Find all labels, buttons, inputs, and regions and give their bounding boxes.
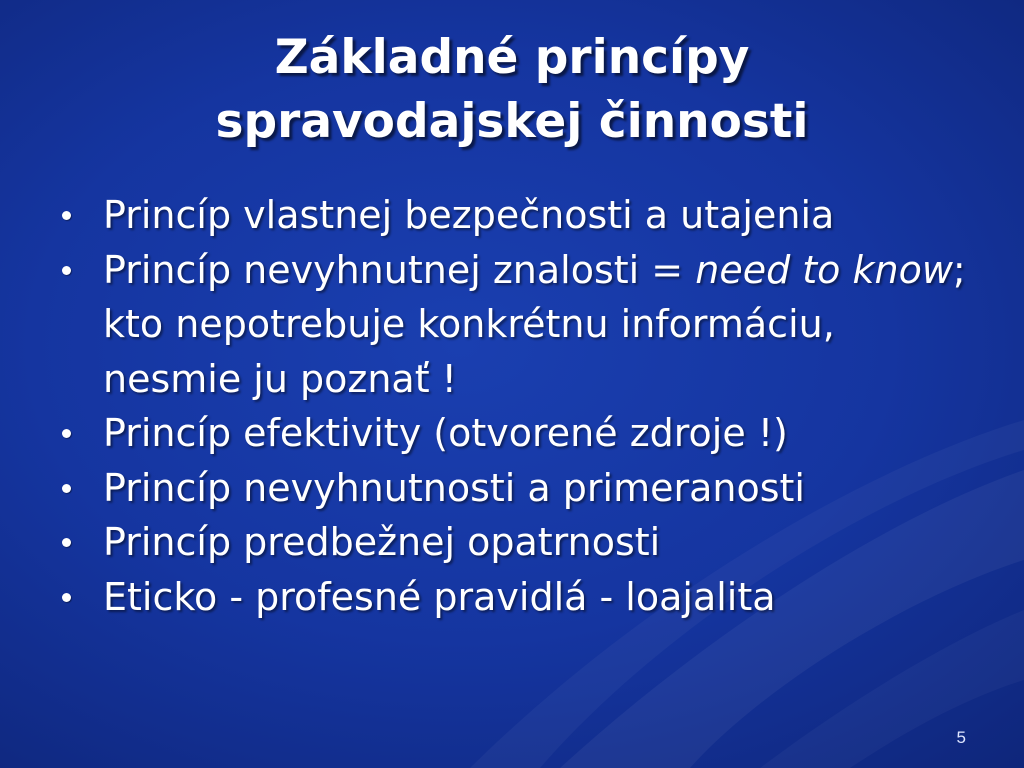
bullet-item — [58, 406, 978, 461]
bullet-text: Princíp vlastnej bezpečnosti a utajenia — [103, 193, 835, 237]
bullet-item — [58, 515, 978, 570]
bullet-dot-icon — [62, 538, 71, 547]
bullet-item — [58, 188, 978, 243]
bullet-dot-icon — [62, 429, 71, 438]
slide-title-line-1: Základné princípy — [274, 30, 750, 85]
bullet-item — [58, 461, 978, 516]
slide-title-line-2: spravodajskej činnosti — [215, 94, 809, 149]
bullet-text: Princíp efektivity (otvorené zdroje !) — [103, 411, 788, 455]
bullet-item — [58, 243, 978, 407]
bullet-dot-icon — [62, 211, 71, 220]
bullet-text: Eticko - profesné pravidlá - loajalita — [103, 574, 776, 619]
bullet-text: Princíp predbežnej opatrnosti — [103, 520, 661, 564]
bullet-dot-icon — [62, 266, 71, 275]
slide-title — [40, 26, 984, 154]
bullet-list — [58, 188, 978, 624]
bullet-text-part: Princíp nevyhnutnej znalosti = — [103, 247, 696, 292]
bullet-item — [58, 570, 978, 625]
bullet-text-part: ; kto nepotrebuje konkrétnu informáciu, nesmie ju poznať ! — [103, 247, 966, 401]
bullet-text-italic: need to know — [695, 247, 953, 292]
bullet-text: Princíp nevyhnutnosti a primeranosti — [103, 465, 805, 510]
bullet-dot-icon — [62, 484, 71, 493]
bullet-dot-icon — [62, 593, 71, 602]
page-number: 5 — [956, 728, 966, 747]
